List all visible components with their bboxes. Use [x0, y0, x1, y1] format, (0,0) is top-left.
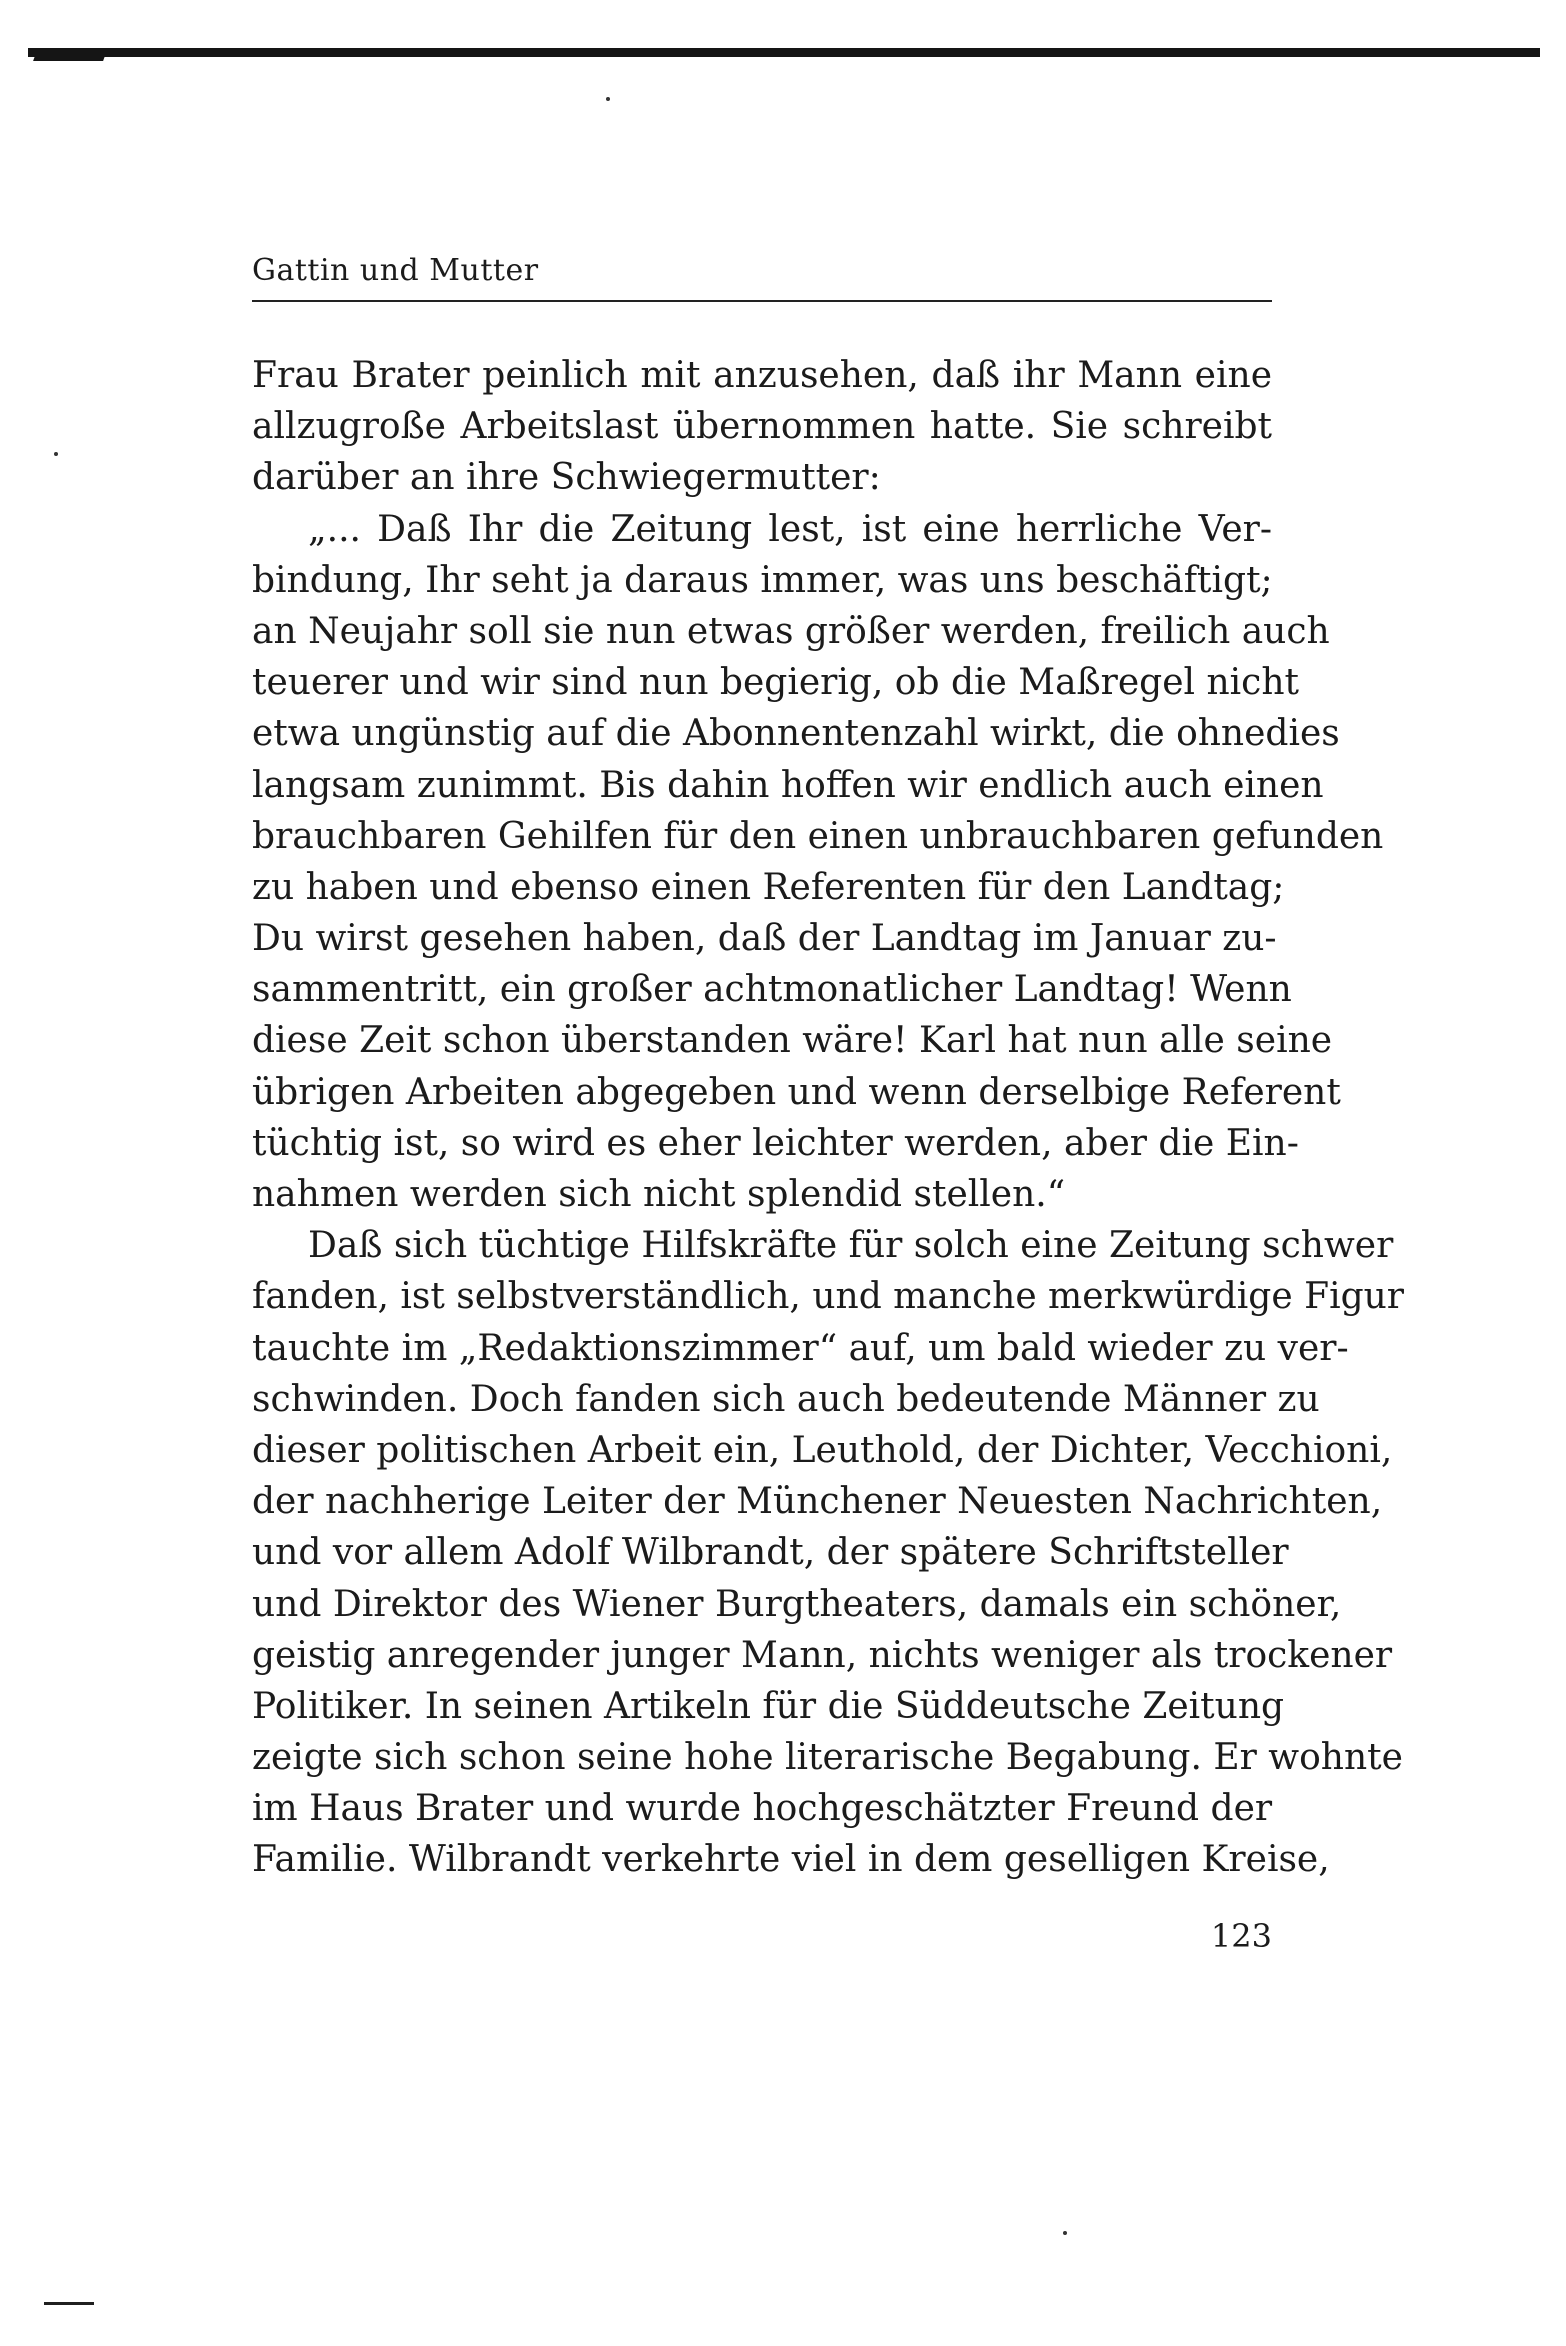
scan-speck	[54, 452, 58, 456]
body-line: schwinden. Doch fanden sich auch bedeutende Männer zu	[252, 1378, 1320, 1420]
scan-bottom-edge-mark	[44, 2302, 94, 2305]
body-line: und Direktor des Wiener Burgtheaters, damals ein schöner,	[252, 1583, 1342, 1625]
scan-speck	[1063, 2231, 1067, 2235]
body-line: zu haben und ebenso einen Referenten für den Landtag;	[252, 866, 1285, 908]
body-line: langsam zunimmt. Bis dahin hoffen wir endlich auch einen	[252, 764, 1324, 806]
body-line: sammentritt, ein großer achtmonatlicher Landtag! Wenn	[252, 969, 1292, 1011]
body-line: fanden, ist selbstverständlich, und manche merkwürdige Figur	[252, 1276, 1405, 1318]
body-line: Politiker. In seinen Artikeln für die Süddeutsche Zeitung	[252, 1685, 1285, 1727]
body-line: brauchbaren Gehilfen für den einen unbrauchbaren gefunden	[252, 815, 1384, 857]
body-line: teuerer und wir sind nun begierig, ob die Maßregel nicht	[252, 662, 1299, 704]
body-line: Frau Brater peinlich mit anzusehen, daß ihr Mann eine	[252, 355, 1272, 396]
body-line: etwa ungünstig auf die Abonnentenzahl wirkt, die ohnedies	[252, 713, 1340, 755]
body-line: diese Zeit schon überstanden wäre! Karl hat nun alle seine	[252, 1020, 1333, 1062]
body-text	[252, 350, 1405, 1886]
body-line: dieser politischen Arbeit ein, Leuthold, der Dichter, Vecchioni,	[252, 1429, 1393, 1471]
scan-speck	[606, 97, 610, 101]
body-line: geistig anregender junger Mann, nichts weniger als trockener	[252, 1634, 1393, 1676]
body-line: Familie. Wilbrandt verkehrte viel in dem geselligen Kreise,	[252, 1839, 1330, 1881]
scan-top-border-nick	[33, 56, 105, 61]
running-head: Gattin und Mutter	[252, 254, 1272, 302]
body-line: nahmen werden sich nicht splendid stellen.“	[252, 1174, 1066, 1215]
body-line: der nachherige Leiter der Münchener Neuesten Nachrichten,	[252, 1481, 1383, 1523]
body-line: allzugroße Arbeitslast übernommen hatte. Sie schreibt	[252, 406, 1272, 448]
body-line: „... Daß Ihr die Zeitung lest, ist eine herrliche Ver-	[308, 508, 1272, 550]
scan-top-border-rule	[28, 48, 1540, 57]
body-line: im Haus Brater und wurde hochgeschätzter Freund der	[252, 1788, 1273, 1830]
body-line: Du wirst gesehen haben, daß der Landtag im Januar zu-	[252, 918, 1277, 960]
body-line: Daß sich tüchtige Hilfskräfte für solch eine Zeitung schwer	[308, 1225, 1394, 1267]
page-number: 123	[1210, 1917, 1272, 1955]
body-line: übrigen Arbeiten abgegeben und wenn derselbige Referent	[252, 1071, 1341, 1113]
body-line: und vor allem Adolf Wilbrandt, der spätere Schriftsteller	[252, 1532, 1289, 1574]
body-line: an Neujahr soll sie nun etwas größer werden, freilich auch	[252, 610, 1330, 652]
body-line: tüchtig ist, so wird es eher leichter werden, aber die Ein-	[252, 1122, 1299, 1164]
body-line: tauchte im „Redaktionszimmer“ auf, um bald wieder zu ver-	[252, 1327, 1349, 1369]
body-line: zeigte sich schon seine hohe literarische Begabung. Er wohnte	[252, 1737, 1403, 1779]
body-line: bindung, Ihr seht ja daraus immer, was uns beschäftigt;	[252, 559, 1273, 601]
body-line: darüber an ihre Schwiegermutter:	[252, 457, 881, 499]
